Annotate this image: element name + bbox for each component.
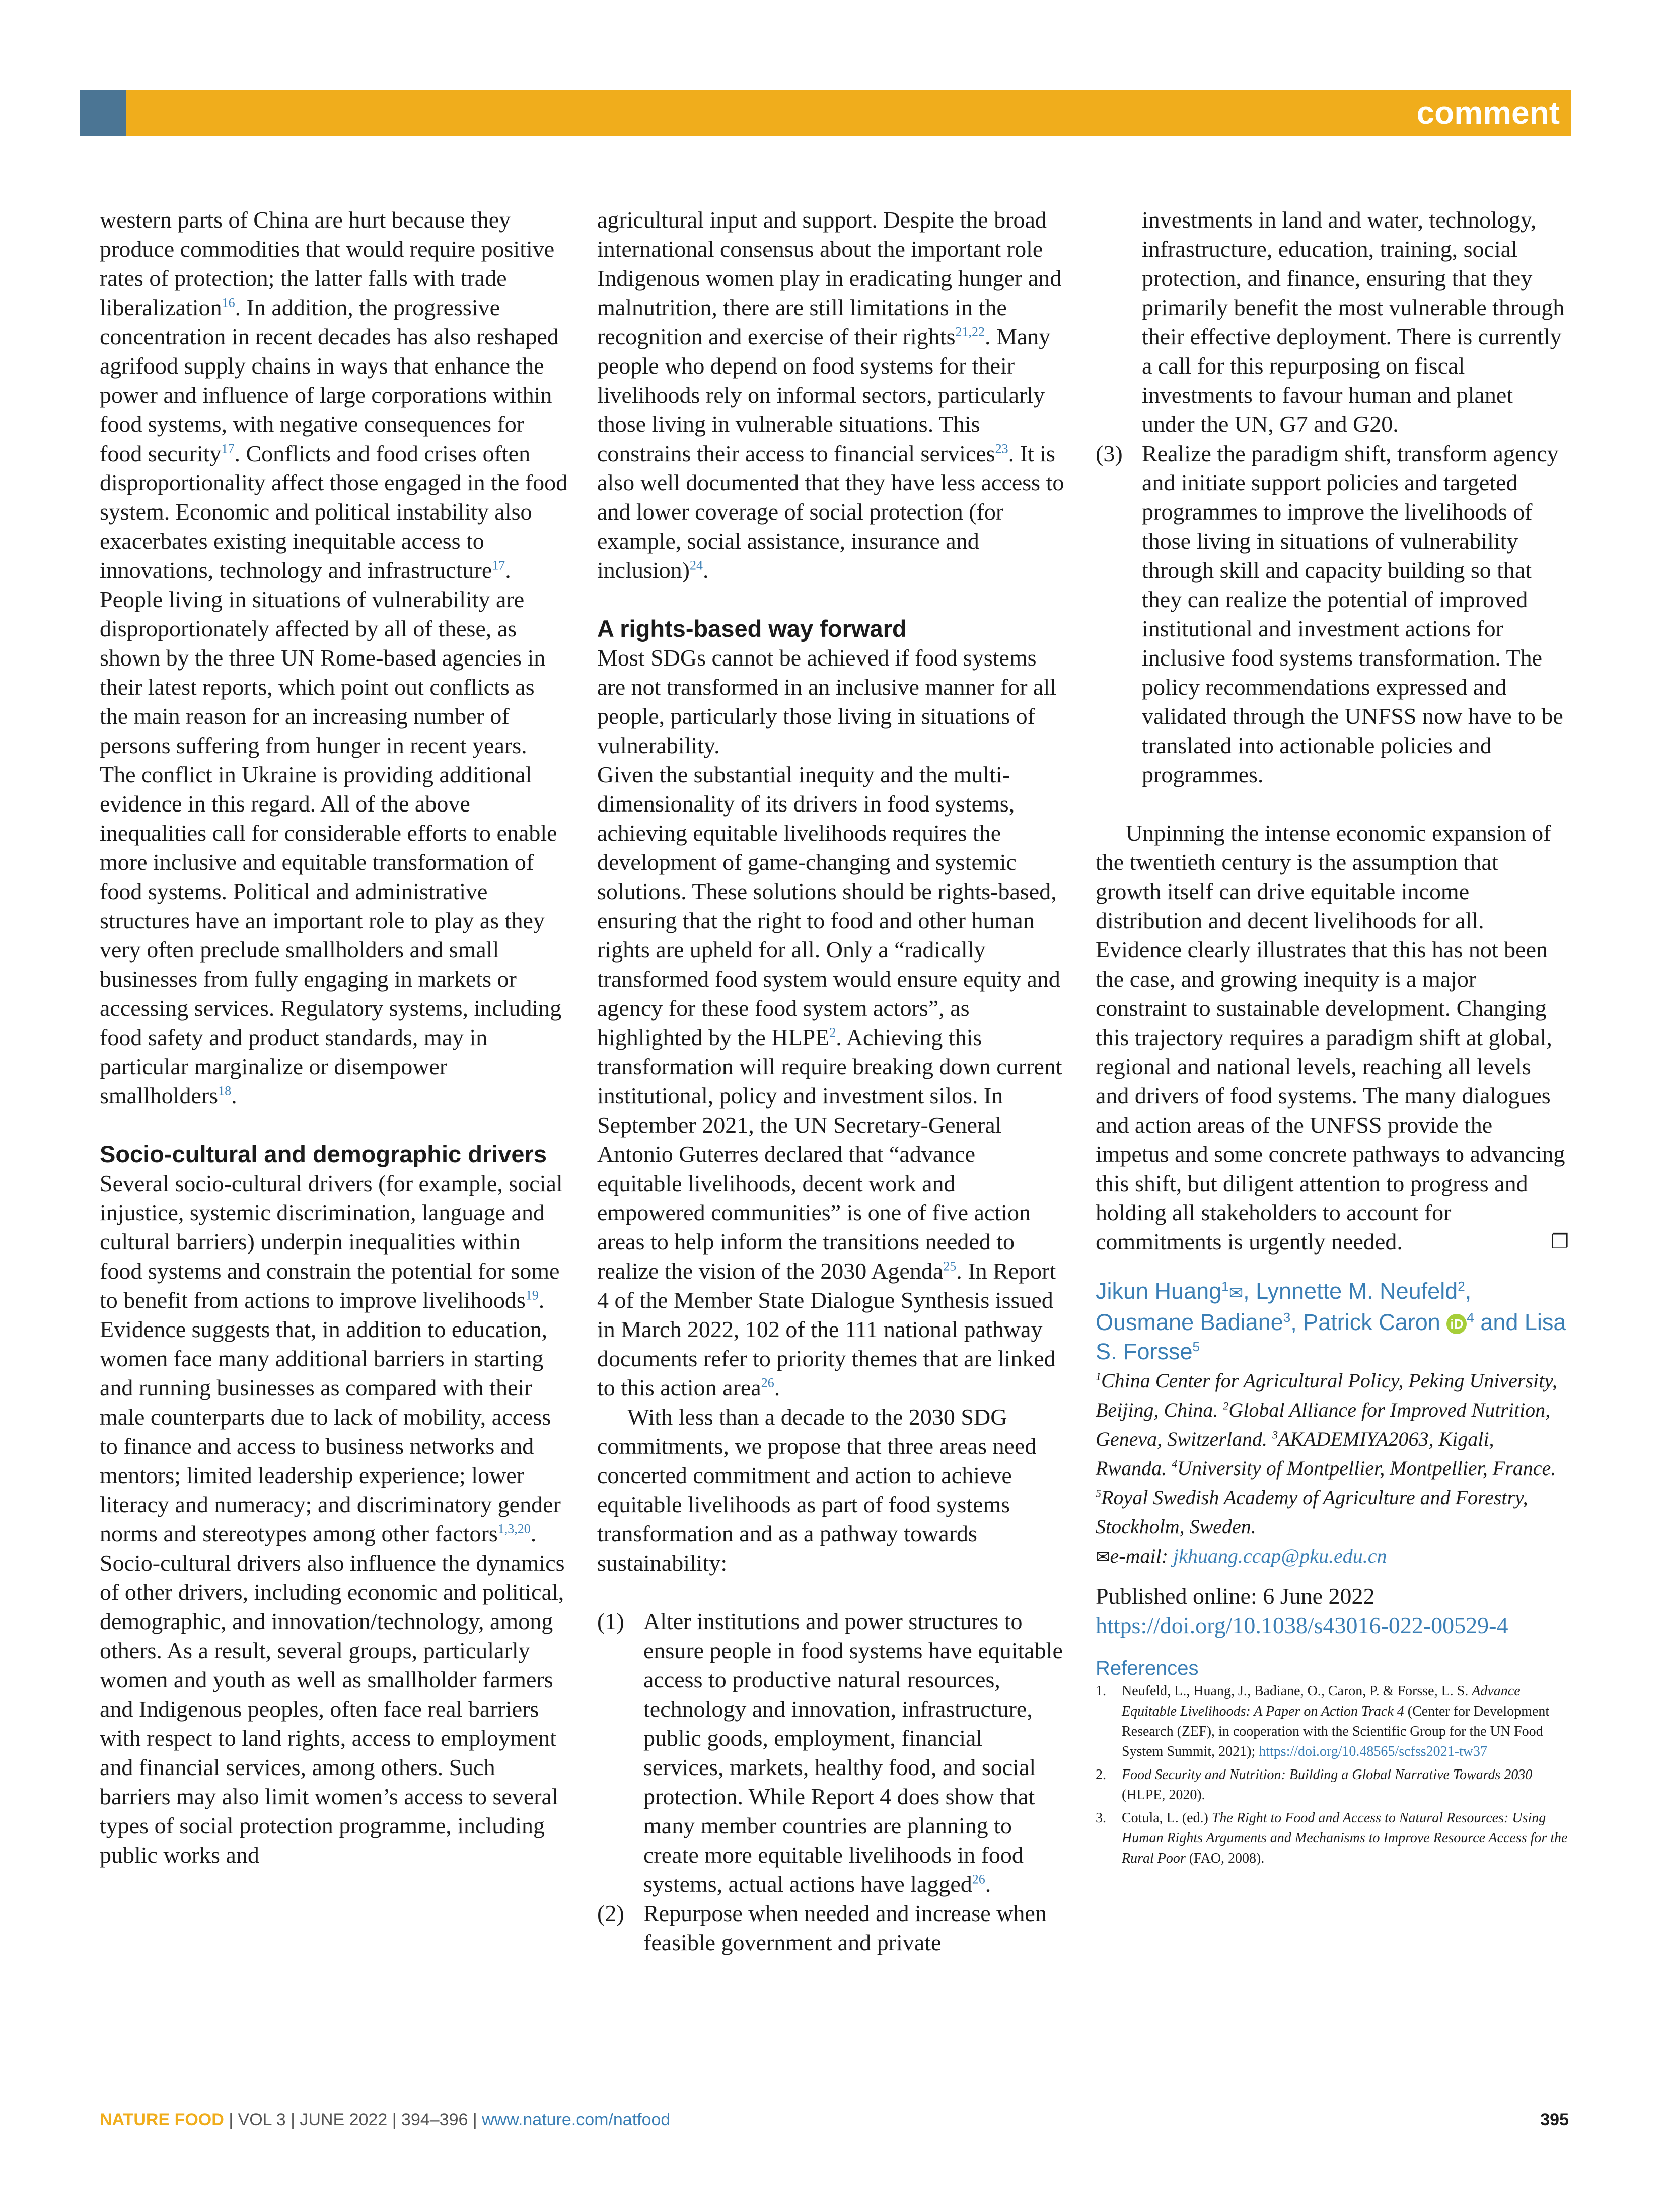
section-label: comment [1416,95,1560,131]
citation[interactable]: 26 [761,1375,774,1390]
orcid-icon[interactable]: iD [1446,1314,1467,1334]
email-link[interactable]: jkhuang.ccap@pku.edu.cn [1173,1544,1387,1567]
citation[interactable]: 23 [995,441,1008,456]
reference-item: 1. Neufeld, L., Huang, J., Badiane, O., Caron, P. & Forsse, L. S. Advance Equitable Livelihoods: A Paper on Action Track 4 (Center for Development Research (ZEF), in cooperation with the Scientific Group for the UN Food System Summit, 2021); https://doi.org/10.48565/scfss2021-tw37 [1096,1683,1550,1759]
page-footer: NATURE FOOD | VOL 3 | JUNE 2022 | 394–396 | www.nature.com/natfood 395 [100,2108,1569,2131]
paragraph: Several socio-cultural drivers (for example, social injustice, systemic discrimination, language and cultural barriers) underpin inequalities within food systems and constrain the potential for some to benefit from actions to improve livelihoods$^{19}$. Evidence suggests that, in addition to education, women face many additional barriers in starting and running businesses as compared with their male counterparts due to lack of mobility, access to finance and access to business networks and mentors; limited leadership experience; lower literacy and numeracy; and discriminatory gender norms and stereotypes among other factors$^{1,3,20}$. Socio-cultural drivers also influence the dynamics of other drivers, including economic and political, demographic, and innovation/technology, among others. As a result, several groups, particularly women and youth as well as smallholder farmers and Indigenous peoples, often face real barriers with respect to land rights, access to employment and financial services, among others. Such barriers may also limit women’s access to several types of social protection programme, including public works and [100,1170,565,1868]
list-item: (2) Repurpose when needed and increase when feasible government and private [597,1900,1047,1955]
issue-date: JUNE 2022 [300,2110,388,2129]
citation[interactable]: 21,22 [955,324,985,339]
author-list: Jikun Huang$^1$✉, Lynnette M. Neufeld$^2$, Ousmane Badiane$^3$, Patrick Caron iD $^4$ and Lisa S. Forsse$^5$ [1096,1278,1566,1364]
proposal-list [597,1607,1065,1957]
citation[interactable]: 16 [222,295,235,310]
citation[interactable]: 19 [525,1288,539,1303]
proposal-list-continued [1096,205,1569,789]
column-2 [597,205,1065,1957]
volume: VOL 3 [238,2110,286,2129]
paragraph: agricultural input and support. Despite the broad international consensus about the important role Indigenous women play in eradicating hunger and malnutrition, there are still limitations in the recognition and exercise of their rights$^{21,22}$. Many people who depend on food systems for their livelihoods rely on informal sectors, particularly those living in vulnerable situations. This constrains their access to financial services$^{23}$. It is also well documented that they have less access to and lower coverage of social protection (for example, social assistance, insurance and inclusion)$^{24}$. [597,207,1064,583]
author-name[interactable]: , Ousmane Badiane [1096,1278,1472,1335]
page-number: 395 [1540,2110,1569,2129]
citation[interactable]: 26 [972,1872,985,1887]
banner-square [80,90,126,136]
list-item: (3) Realize the paradigm shift, transform agency and initiate support policies and targeted programmes to improve the livelihoods of those living in situations of vulnerability through skill and capacity building so that they can realize the potential of improved institutional and investment actions for inclusive food systems transformation. The policy recommendations expressed and validated through the UNFSS now have to be translated into actionable policies and programmes. [1096,440,1563,787]
author-name[interactable]: , Lynnette M. Neufeld [1243,1278,1458,1304]
mail-icon[interactable]: ✉ [1228,1283,1244,1303]
author-name[interactable]: Jikun Huang [1096,1278,1222,1304]
author-name[interactable]: Lisa S. Forsse [1096,1309,1566,1364]
contact-email: ✉e-mail: jkhuang.ccap@pku.edu.cn [1096,1544,1387,1567]
affiliations: $^1$China Center for Agricultural Policy, Peking University, Beijing, China. $^2$Global Alliance for Improved Nutrition, Geneva, Switzerland. $^3$AKADEMIYA2063, Kigali, Rwanda. $^4$University of Montpellier, Montpellier, France. $^5$Royal Swedish Academy of Agriculture and Forestry, Stockholm, Sweden. [1096,1369,1557,1538]
mail-icon: ✉ [1096,1547,1110,1567]
paragraph: Most SDGs cannot be achieved if food systems are not transformed in an inclusive manner for all people, particularly those living in situations of vulnerability. [597,645,1057,758]
journal-name: NATURE FOOD [100,2110,224,2129]
reference-list [1096,1681,1569,1869]
citation[interactable]: 1,3,20 [497,1521,531,1536]
reference-item: 2. Food Security and Nutrition: Building a Global Narrative Towards 2030 (HLPE, 2020). [1096,1767,1533,1803]
column-3 [1096,205,1569,1872]
published-date: Published online: 6 June 2022 [1096,1583,1375,1609]
citation[interactable]: 17 [492,558,505,573]
section-heading: A rights-based way forward [597,615,907,642]
citation[interactable]: 17 [221,441,235,456]
doi-link[interactable]: https://doi.org/10.1038/s43016-022-00529-4 [1096,1612,1508,1638]
citation[interactable]: 18 [218,1083,232,1098]
paragraph: Given the substantial inequity and the multi-dimensionality of its drivers in food systems, achieving equitable livelihoods requires the development of game-changing and systemic solutions. These solutions should be rights-based, ensuring that the right to food and other human rights are upheld for all. Only a “radically transformed food system would ensure equity and agency for these food system actors”, as highlighted by the HLPE$^2$. Achieving this transformation will require breaking down current institutional, policy and investment silos. In September 2021, the UN Secretary-General Antonio Guterres declared that “advance equitable livelihoods, decent work and empowered communities” is one of five action areas to help inform the transitions needed to realize the vision of the 2030 Agenda$^{25}$. In Report 4 of the Member State Dialogue Synthesis issued in March 2022, 102 of the 111 national pathway documents refer to priority themes that are linked to this action area$^{26}$. [597,762,1062,1400]
journal-website-link[interactable]: www.nature.com/natfood [482,2110,671,2129]
paragraph: Unpinning the intense economic expansion of the twentieth century is the assumption that growth itself can drive equitable income distribution and decent livelihoods for all. Evidence clearly illustrates that this has not been the case, and growing inequity is a major constraint to sustainable development. Changing this trajectory requires a paradigm shift at global, regional and national levels, reaching all levels and drivers of food systems. The many dialogues and action areas of the UNFSS provide the impetus and some concrete pathways to advancing this shift, but diligent attention to progress and holding all stakeholders to account for commitments is urgently needed. ❐ [1096,819,1569,1257]
paragraph: western parts of China are hurt because they produce commodities that would require positive rates of protection; the latter falls with trade liberalization$^{16}$. In addition, the progressive concentration in recent decades has also reshaped agrifood supply chains in ways that enhance the power and influence of large corporations within food systems, with negative consequences for food security$^{17}$. Conflicts and food crises often disproportionality affect those engaged in the food system. Economic and political instability also exacerbates existing inequitable access to innovations, technology and infrastructure$^{17}$. People living in situations of vulnerability are disproportionately affected by all of these, as shown by the three UN Rome-based agencies in their latest reports, which point out conflicts as the main reason for an increasing number of persons suffering from hunger in recent years. The conflict in Ukraine is providing additional evidence in this regard. All of the above inequalities call for considerable efforts to enable more inclusive and equitable transformation of food systems. Political and administrative structures have an important role to play as they very often preclude smallholders and small businesses from fully engaging in markets or accessing services. Regulatory systems, including food safety and product standards, may in particular marginalize or disempower smallholders$^{18}$. [100,207,568,1109]
list-item: (1) Alter institutions and power structures to ensure people in food systems have equitable access to productive natural resources, technology and innovation, infrastructure, public goods, employment, financial services, markets, healthy food, and social protection. While Report 4 does show that many member countries are planning to create more equitable livelihoods in food systems, actual actions have lagged$^{26}$. [597,1608,1063,1897]
column-1 [100,205,568,1870]
references-heading: References [1096,1657,1199,1679]
section-banner [80,90,1571,136]
reference-item: 3. Cotula, L. (ed.) The Right to Food and Access to Natural Resources: Using Human Rights Arguments and Mechanisms to Improve Resource Access for the Rural Poor (FAO, 2008). [1096,1810,1568,1866]
section-heading: Socio-cultural and demographic drivers [100,1141,547,1167]
paragraph: With less than a decade to the 2030 SDG commitments, we propose that three areas need concerted commitment and action to achieve equitable livelihoods as part of food systems transformation and as a pathway towards sustainability: [597,1404,1037,1576]
list-item: investments in land and water, technology, infrastructure, education, training, social protection, and finance, ensuring that they primarily benefit the most vulnerable through their effective deployment. There is currently a call for this repurposing on fiscal investments to favour human and planet under the UN, G7 and G20. [1142,207,1565,437]
citation[interactable]: 25 [943,1259,957,1274]
citation[interactable]: 24 [689,558,703,573]
author-name[interactable]: , Patrick Caron [1290,1309,1440,1335]
end-of-article-icon: ❐ [1551,1230,1569,1254]
page-range: 394–396 [401,2110,468,2129]
reference-link[interactable]: https://doi.org/10.48565/scfss2021-tw37 [1259,1744,1487,1759]
citation[interactable]: 2 [829,1025,836,1040]
